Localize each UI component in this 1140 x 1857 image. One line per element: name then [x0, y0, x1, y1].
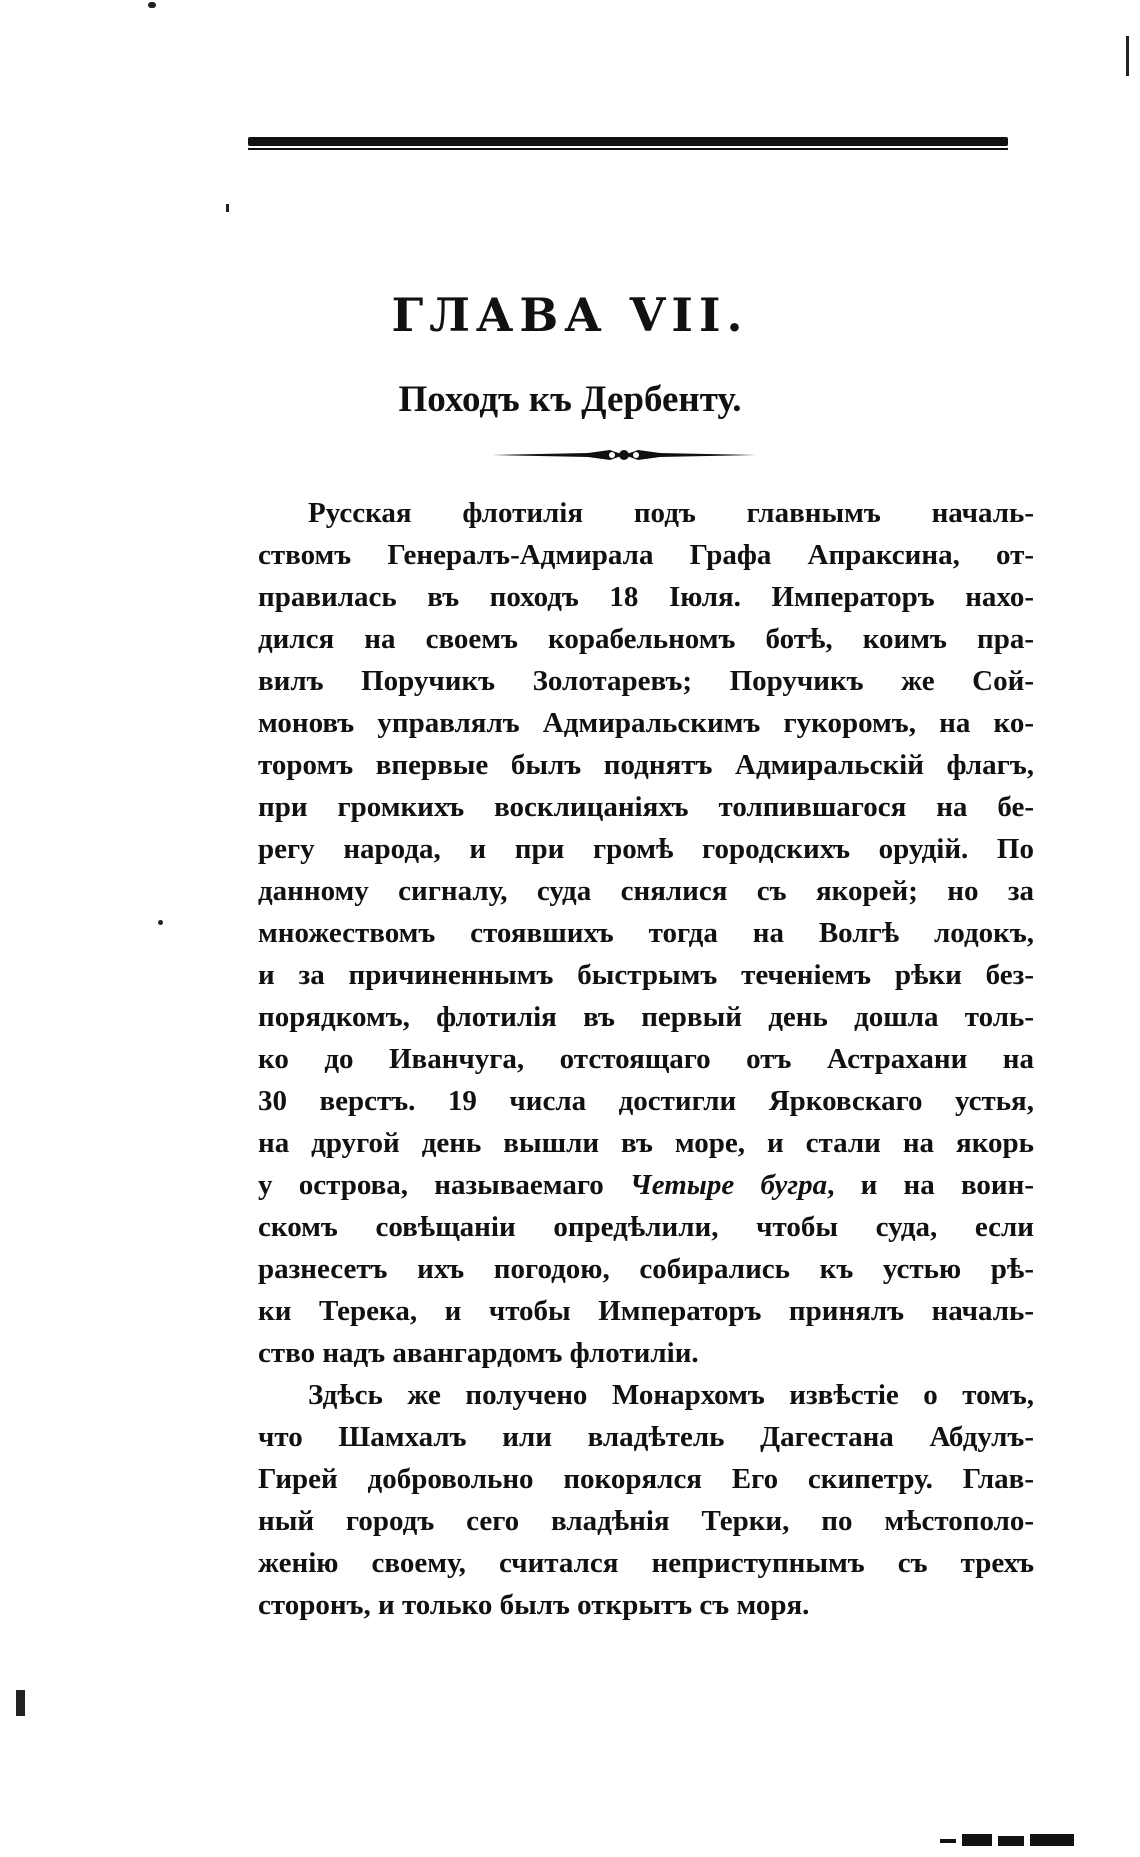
text-line: и за причиненнымъ быстрымъ теченіемъ рѣки без-: [258, 959, 1034, 991]
top-rule-thin-line: [248, 148, 1008, 150]
text-line: правилась въ походъ 18 Іюля. Императоръ нахо-: [258, 581, 1034, 613]
text-line: что Шамхалъ или владѣтель Дагестана Абдулъ-: [258, 1421, 1034, 1453]
text-line: множествомъ стоявшихъ тогда на Волгѣ лодокъ,: [258, 917, 1034, 949]
text-line: Русская флотилія подъ главнымъ началь-: [308, 497, 1034, 529]
scan-speck: [16, 1690, 25, 1716]
text-line: женію своему, считался неприступнымъ съ трехъ: [258, 1547, 1034, 1579]
text-line: скомъ совѣщаніи опредѣлили, чтобы суда, если: [258, 1211, 1034, 1243]
ornament-divider-icon: [492, 446, 756, 464]
text-line: сторонъ, и только былъ открытъ съ моря.: [258, 1589, 810, 1621]
text-line: порядкомъ, флотилія въ первый день дошла толь-: [258, 1001, 1034, 1033]
text-segment: , и на воин-: [827, 1169, 1035, 1201]
scan-speck: [158, 920, 163, 925]
text-line: Гирей добровольно покорялся Его скипетру. Глав-: [258, 1463, 1034, 1495]
scan-speck: [1126, 36, 1129, 76]
text-line: дился на своемъ корабельномъ ботѣ, коимъ пра-: [258, 623, 1034, 655]
body-text: [258, 492, 1034, 1626]
chapter-title: ГЛАВА VII.: [391, 288, 749, 342]
text-line: [258, 1164, 1034, 1206]
text-line: ство надъ авангардомъ флотиліи.: [258, 1337, 699, 1369]
paragraph-1: [258, 492, 1034, 1374]
text-line: моновъ управлялъ Адмиральскимъ гукоромъ, на ко-: [258, 707, 1034, 739]
top-ornamental-rule: [248, 137, 1008, 151]
text-line: регу народа, и при громѣ городскихъ орудій. По: [258, 833, 1034, 865]
scan-speck: [226, 204, 229, 212]
text-line: данному сигналу, суда снялися съ якорей; но за: [258, 875, 1034, 907]
text-line: на другой день вышли въ море, и стали на якорь: [258, 1127, 1034, 1159]
text-line: при громкихъ восклицаніяхъ толпившагося на бе-: [258, 791, 1034, 823]
footer-library-mark-icon: [940, 1834, 1080, 1846]
text-line: разнесетъ ихъ погодою, собирались къ устью рѣ-: [258, 1253, 1034, 1285]
place-name-italic: Четыре бугра: [630, 1169, 828, 1201]
paragraph-2: [258, 1374, 1034, 1626]
text-line: ный городъ сего владѣнія Терки, по мѣстополо-: [258, 1505, 1034, 1537]
text-line: ки Терека, и чтобы Императоръ принялъ началь-: [258, 1295, 1034, 1327]
text-line: 30 верстъ. 19 числа достигли Ярковскаго устья,: [258, 1085, 1034, 1117]
text-line: ко до Иванчуга, отстоящаго отъ Астрахани на: [258, 1043, 1034, 1075]
scan-speck: [148, 2, 156, 8]
text-line: торомъ впервые былъ поднятъ Адмиральскій флагъ,: [258, 749, 1034, 781]
text-line: ствомъ Генералъ-Адмирала Графа Апраксина, от-: [258, 539, 1034, 571]
text-segment: у острова, называемаго: [258, 1169, 604, 1201]
chapter-subtitle: Походъ къ Дербенту.: [398, 379, 742, 420]
top-rule-thick-line: [248, 137, 1008, 146]
text-line: Здѣсь же получено Монархомъ извѣстіе о томъ,: [308, 1379, 1034, 1411]
text-line: вилъ Поручикъ Золотаревъ; Поручикъ же Сой-: [258, 665, 1034, 697]
